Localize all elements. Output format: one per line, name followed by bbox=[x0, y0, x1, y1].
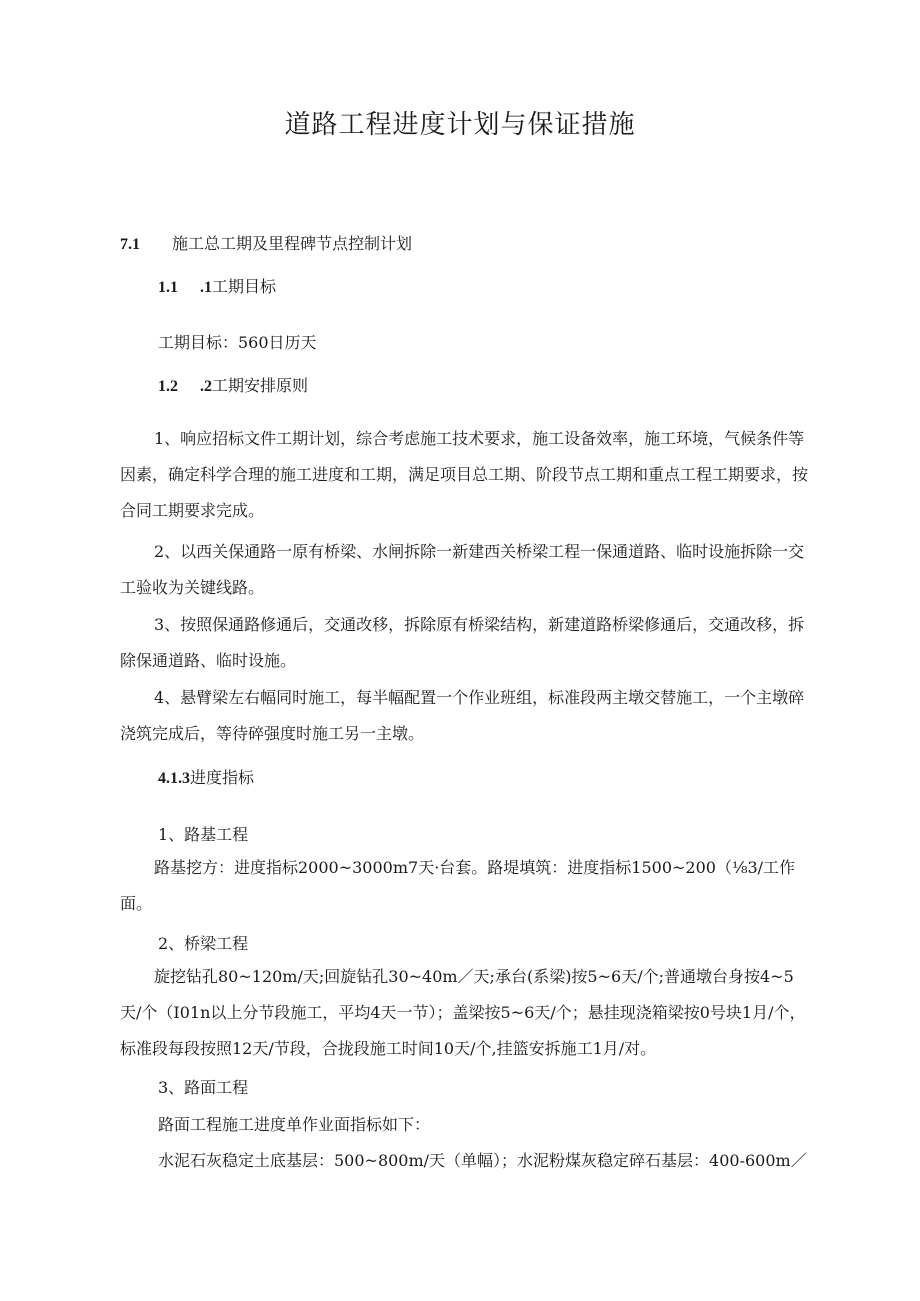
subsection-heading-1 bbox=[158, 274, 276, 297]
subsection-title: 工期安排原则 bbox=[212, 376, 309, 395]
item-title-bridge: 2、桥梁工程 bbox=[158, 934, 249, 953]
subsection-title: 进度指标 bbox=[190, 768, 255, 787]
item-intro-pavement: 路面工程施工进度单作业面指标如下： bbox=[158, 1115, 431, 1134]
section-heading bbox=[120, 231, 412, 254]
principle-paragraph-4: 4、悬臂梁左右幅同时施工，每半幅配置一个作业班组，标准段两主墩交替施工，一个主墩碎浇筑完成后，等待碎强度时施工另一主墩。 bbox=[120, 688, 805, 743]
document-title: 道路工程进度计划与保证措施 bbox=[284, 110, 636, 140]
subsection-number-suffix: .1 bbox=[200, 279, 212, 296]
subsection-number: 1.2 bbox=[158, 378, 178, 395]
item-body-roadbed: 路基挖方：进度指标2000~3000m7天·台套。路堤填筑：进度指标1500~200（⅛3/工作面。 bbox=[120, 858, 796, 913]
subsection-number: 4.1.3 bbox=[158, 770, 190, 787]
item-body-pavement: 水泥石灰稳定土底基层：500~800m/天（单幅）；水泥粉煤灰稳定碎石基层：400-600m／ bbox=[158, 1151, 807, 1170]
schedule-goal: 工期目标：560日历天 bbox=[158, 333, 317, 352]
item-body-bridge: 旋挖钻孔80~120m/天;回旋钻孔30~40m／天;承台(系梁)按5~6天/个;普通墩台身按4~5天/个（I01n以上分节段施工，平均4天一节）；盖梁按5~6天/个；悬挂现浇箱梁按0号块1月/个，标准段每段按照12天/节段，合拢段施工时间10天/个,挂篮安拆施工1月/对。 bbox=[120, 967, 806, 1058]
principle-paragraph-2: 2、以西关保通路一原有桥梁、水闸拆除一新建西关桥梁工程一保通道路、临时设施拆除一交工验收为关键线路。 bbox=[120, 542, 805, 597]
item-title-roadbed: 1、路基工程 bbox=[158, 825, 249, 844]
section-number: 7.1 bbox=[120, 236, 140, 253]
section-title: 施工总工期及里程碑节点控制计划 bbox=[172, 234, 413, 253]
principle-paragraph-1: 1、响应招标文件工期计划，综合考虑施工技术要求，施工设备效率，施工环境，气候条件等因素，确定科学合理的施工进度和工期，满足项目总工期、阶段节点工期和重点工程工期要求，按合同工期要求完成。 bbox=[120, 429, 809, 520]
subsection-heading-2 bbox=[158, 373, 308, 396]
subsection-heading-3 bbox=[158, 765, 254, 788]
subsection-number: 1.1 bbox=[158, 279, 178, 296]
item-title-pavement: 3、路面工程 bbox=[158, 1078, 249, 1097]
principle-paragraph-3: 3、按照保通路修通后，交通改移，拆除原有桥梁结构，新建道路桥梁修通后，交通改移，拆除保通道路、临时设施。 bbox=[120, 615, 805, 670]
subsection-number-suffix: .2 bbox=[200, 378, 212, 395]
subsection-title: 工期目标 bbox=[212, 277, 277, 296]
